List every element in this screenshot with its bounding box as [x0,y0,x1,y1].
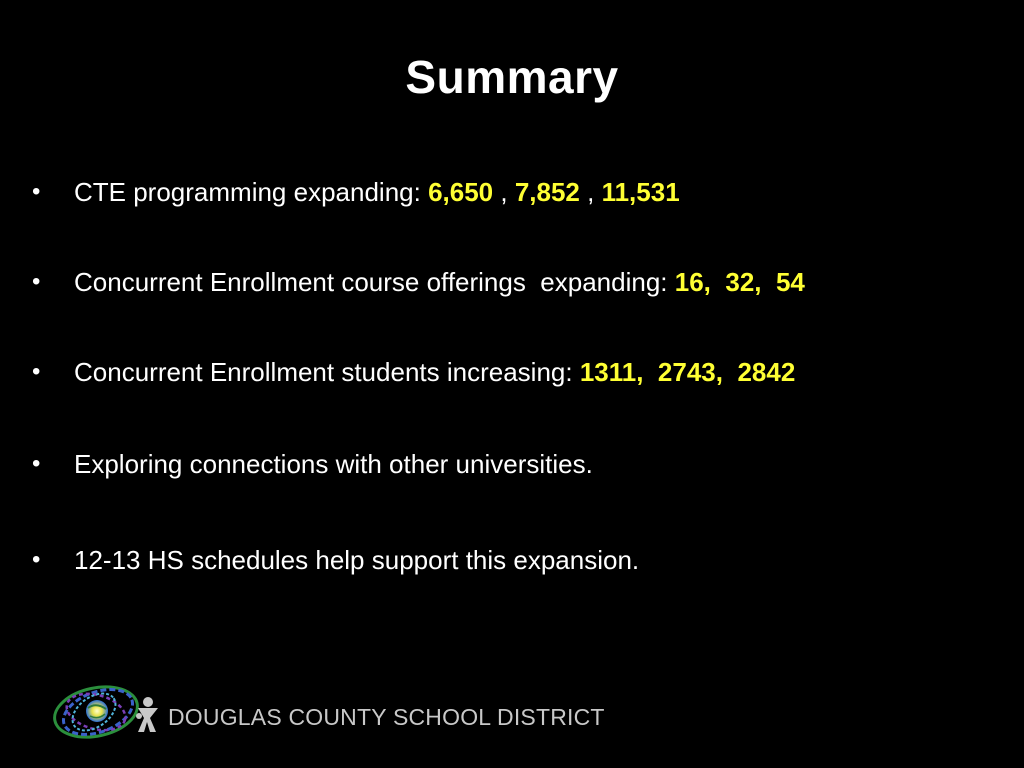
separator [762,267,776,297]
bullet-item [32,262,1002,302]
bullet-text: Exploring connections with other universities. [74,449,593,479]
highlight-value: 7,852 [514,177,580,207]
highlight-value: 2743, [657,357,723,387]
bullet-glyph: • [32,268,41,295]
district-name: DOUGLAS COUNTY SCHOOL DISTRICT [168,704,605,730]
bullet-glyph: • [32,450,41,477]
bullet-item [32,352,1002,392]
bullet-item [32,172,1002,212]
separator [723,357,737,387]
bullet-glyph: • [32,178,41,205]
highlight-value: 54 [775,267,805,297]
bullet-text: Concurrent Enrollment course offerings expanding: [74,267,675,297]
separator [643,357,657,387]
bullet-item [32,444,1002,484]
separator: , [579,177,602,207]
highlight-value: 11,531 [601,177,680,207]
bullet-text: CTE programming expanding: [74,177,429,207]
people-figure-icon [143,697,153,707]
bullet-list [32,172,1002,580]
district-footer [50,678,610,748]
bullet-text: 12-13 HS schedules help support this expansion. [74,545,640,575]
highlight-value: 2842 [737,357,796,387]
highlight-value: 16, [674,267,711,297]
slide-title: Summary [405,51,619,103]
highlight-value: 32, [725,267,762,297]
bullet-glyph: • [32,358,41,385]
highlight-value: 1311, [579,357,644,387]
bullet-text: Concurrent Enrollment students increasing: [74,357,580,387]
separator: , [493,177,515,207]
separator [711,267,725,297]
bullet-glyph: • [32,546,41,573]
bullet-item [32,540,1002,580]
globe-swirl-logo-icon [50,678,168,748]
highlight-value: 6,650 [428,177,494,207]
